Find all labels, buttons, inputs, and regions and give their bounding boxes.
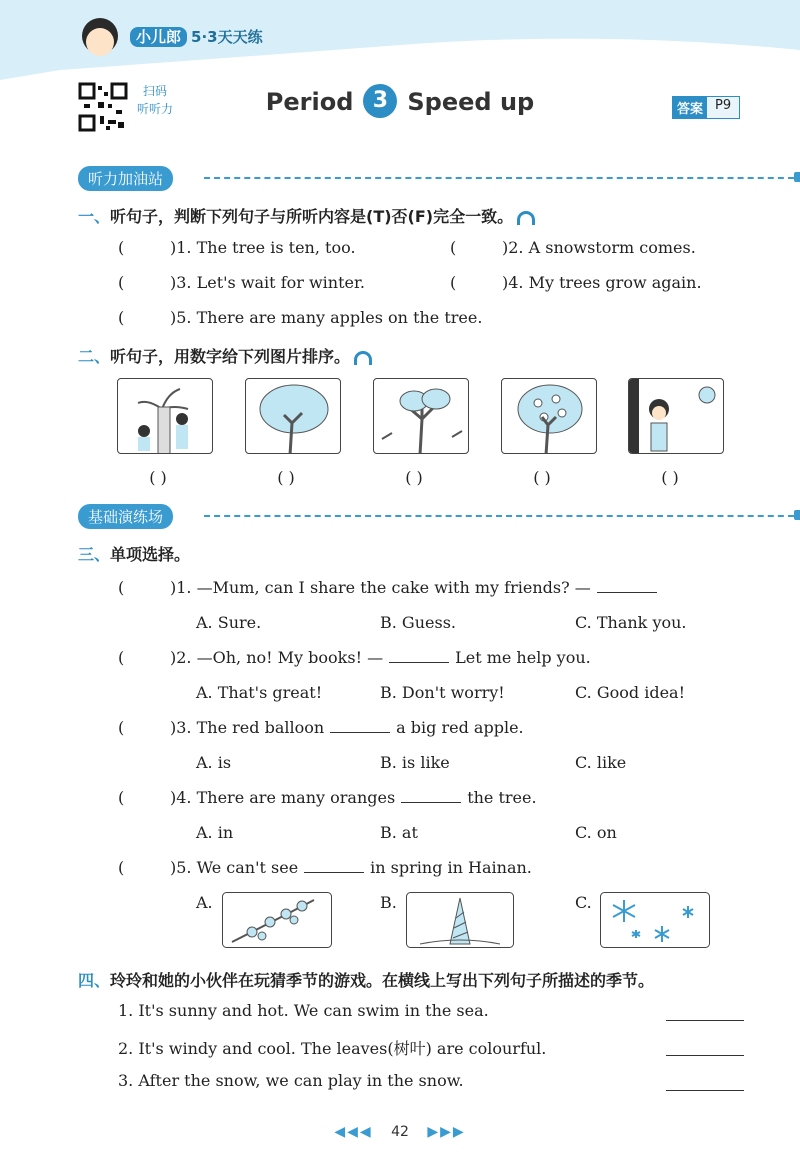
brand — [130, 26, 263, 47]
snowflakes-picture — [600, 892, 710, 948]
answer-reference[interactable] — [672, 96, 740, 119]
brand-logo: 小儿郎 — [130, 27, 187, 47]
question-number: 三、 — [78, 545, 111, 564]
question-text: 玲玲和她的小伙伴在玩猜季节的游戏。在横线上写出下列句子所描述的季节。 — [110, 971, 655, 990]
q3-num: 3. — [176, 718, 192, 737]
question-4-heading — [78, 968, 654, 991]
q4-answer-line-3[interactable] — [666, 1090, 744, 1091]
q3-5-option-c[interactable]: C. — [575, 893, 592, 912]
question-number: 一、 — [78, 207, 111, 226]
q3-1-option-b[interactable]: B. Guess. — [380, 613, 456, 632]
header-band — [0, 0, 800, 80]
q3-3-option-c[interactable]: C. like — [575, 753, 627, 772]
q1-item-text: 3. Let's wait for winter. — [176, 273, 365, 292]
q3-item-3: ( )3. The red balloon a big red apple. — [118, 718, 524, 737]
q1-item-text: 5. There are many apples on the tree. — [176, 308, 483, 327]
period-word: Period — [265, 88, 354, 116]
q3-4-option-b[interactable]: B. at — [380, 823, 418, 842]
section-banner-basics — [78, 504, 173, 528]
answer-paren[interactable]: ( — [118, 238, 125, 257]
answer-blank[interactable] — [330, 719, 390, 733]
q1-item-1 — [118, 238, 356, 257]
q1-close: ) — [170, 308, 177, 327]
q1-item-2 — [450, 238, 696, 257]
section-title-basics: 基础演练场 — [78, 504, 173, 529]
q3-text: The red balloon — [196, 718, 325, 737]
left-arrows-icon: ◀◀◀ — [334, 1124, 373, 1140]
q3-text: We can't see — [196, 858, 299, 877]
q3-text: —Mum, can I share the cake with my friends? — — [196, 578, 591, 597]
q1-item-text: 2. A snowstorm comes. — [508, 238, 696, 257]
answer-blank[interactable] — [389, 649, 449, 663]
answer-paren[interactable]: ( — [118, 308, 125, 327]
q3-text-after: in spring in Hainan. — [370, 858, 532, 877]
q3-1-option-c[interactable]: C. Thank you. — [575, 613, 687, 632]
picture-children-hugging-tree — [117, 378, 213, 454]
page-number: 42 — [391, 1124, 409, 1140]
question-3-heading — [78, 542, 190, 565]
picture-3-answer[interactable]: ( ) — [405, 468, 423, 487]
q4-answer-line-1[interactable] — [666, 1020, 744, 1021]
answer-blank[interactable] — [304, 859, 364, 873]
answer-page: P9 — [707, 97, 739, 118]
answer-paren[interactable]: ( — [118, 788, 125, 807]
headphone-icon[interactable] — [517, 211, 535, 225]
picture-4-answer[interactable]: ( ) — [533, 468, 551, 487]
q3-item-4: ( )4. There are many oranges the tree. — [118, 788, 537, 807]
answer-paren[interactable]: ( — [450, 273, 457, 292]
q1-item-text: 1. The tree is ten, too. — [176, 238, 356, 257]
q3-text: —Oh, no! My books! — — [196, 648, 384, 667]
q3-item-1: ( )1. —Mum, can I share the cake with my friends? — — [118, 578, 663, 597]
answer-paren[interactable]: ( — [118, 858, 125, 877]
q1-close: ) — [502, 273, 509, 292]
question-text: 听句子，用数字给下列图片排序。 — [110, 347, 351, 366]
q4-item-3: 3. After the snow, we can play in the snow. — [118, 1071, 464, 1090]
answer-blank[interactable] — [597, 579, 657, 593]
answer-paren[interactable]: ( — [118, 718, 125, 737]
period-title: Speed up — [407, 88, 535, 116]
pencil-icon — [794, 510, 800, 520]
right-arrows-icon: ▶▶▶ — [427, 1124, 466, 1140]
page-footer — [0, 1124, 800, 1140]
q3-2-option-a[interactable]: A. That's great! — [196, 683, 323, 702]
bamboo-shoot-picture — [406, 892, 514, 948]
answer-paren[interactable]: ( — [118, 578, 125, 597]
q3-5-option-a[interactable]: A. — [196, 893, 213, 912]
q1-item-4 — [450, 273, 702, 292]
q1-close: ) — [502, 238, 509, 257]
pencil-icon — [794, 172, 800, 182]
q3-text-after: Let me help you. — [455, 648, 591, 667]
q3-text-after: a big red apple. — [396, 718, 524, 737]
answer-blank[interactable] — [401, 789, 461, 803]
q3-1-option-a[interactable]: A. Sure. — [196, 613, 262, 632]
q3-4-option-c[interactable]: C. on — [575, 823, 617, 842]
q1-item-5 — [118, 308, 482, 327]
picture-tree-in-wind — [373, 378, 469, 454]
q3-item-5: ( )5. We can't see in spring in Hainan. — [118, 858, 532, 877]
picture-fruit-tree — [501, 378, 597, 454]
q3-num: 1. — [176, 578, 192, 597]
q4-item-1: 1. It's sunny and hot. We can swim in the sea. — [118, 1001, 489, 1020]
q1-close: ) — [170, 273, 177, 292]
picture-5-answer[interactable]: ( ) — [661, 468, 679, 487]
q4-item-2: 2. It's windy and cool. The leaves(树叶) are colourful. — [118, 1039, 547, 1058]
q1-close: ) — [170, 238, 177, 257]
period-number: 3 — [363, 84, 397, 118]
question-1-heading — [78, 204, 535, 227]
scan-label-line1: 扫码 — [142, 84, 167, 98]
q3-4-option-a[interactable]: A. in — [196, 823, 234, 842]
q3-item-2: ( )2. —Oh, no! My books! — Let me help you. — [118, 648, 591, 667]
brand-series: 5·3天天练 — [191, 28, 263, 46]
section-title-listening: 听力加油站 — [78, 166, 173, 191]
answer-paren[interactable]: ( — [118, 648, 125, 667]
question-number: 二、 — [78, 347, 111, 366]
q3-num: 4. — [176, 788, 192, 807]
section-banner-listening — [78, 166, 173, 190]
picture-1-answer[interactable]: ( ) — [149, 468, 167, 487]
q3-3-option-a[interactable]: A. is — [196, 753, 232, 772]
q3-2-option-c[interactable]: C. Good idea! — [575, 683, 686, 702]
picture-boy-in-sun — [628, 378, 724, 454]
headphone-icon[interactable] — [354, 351, 372, 365]
q3-num: 5. — [176, 858, 192, 877]
scan-label-line2: 听听力 — [136, 102, 173, 116]
answer-paren[interactable]: ( — [118, 273, 125, 292]
answer-paren[interactable]: ( — [450, 238, 457, 257]
q3-text: There are many oranges — [196, 788, 396, 807]
question-text: 听句子，判断下列句子与所听内容是(T)否(F)完全一致。 — [110, 207, 514, 226]
answer-label: 答案 — [673, 97, 707, 118]
q3-text-after: the tree. — [467, 788, 537, 807]
picture-2-answer[interactable]: ( ) — [277, 468, 295, 487]
q3-2-option-b[interactable]: B. Don't worry! — [380, 683, 505, 702]
picture-leafy-tree — [245, 378, 341, 454]
question-number: 四、 — [78, 971, 111, 990]
q3-num: 2. — [176, 648, 192, 667]
q4-answer-line-2[interactable] — [666, 1055, 744, 1056]
q3-3-option-b[interactable]: B. is like — [380, 753, 450, 772]
question-text: 单项选择。 — [110, 545, 191, 564]
question-2-heading — [78, 344, 372, 367]
q1-item-text: 4. My trees grow again. — [508, 273, 702, 292]
flower-branch-picture — [222, 892, 332, 948]
q3-5-option-b[interactable]: B. — [380, 893, 397, 912]
q1-item-3 — [118, 273, 365, 292]
